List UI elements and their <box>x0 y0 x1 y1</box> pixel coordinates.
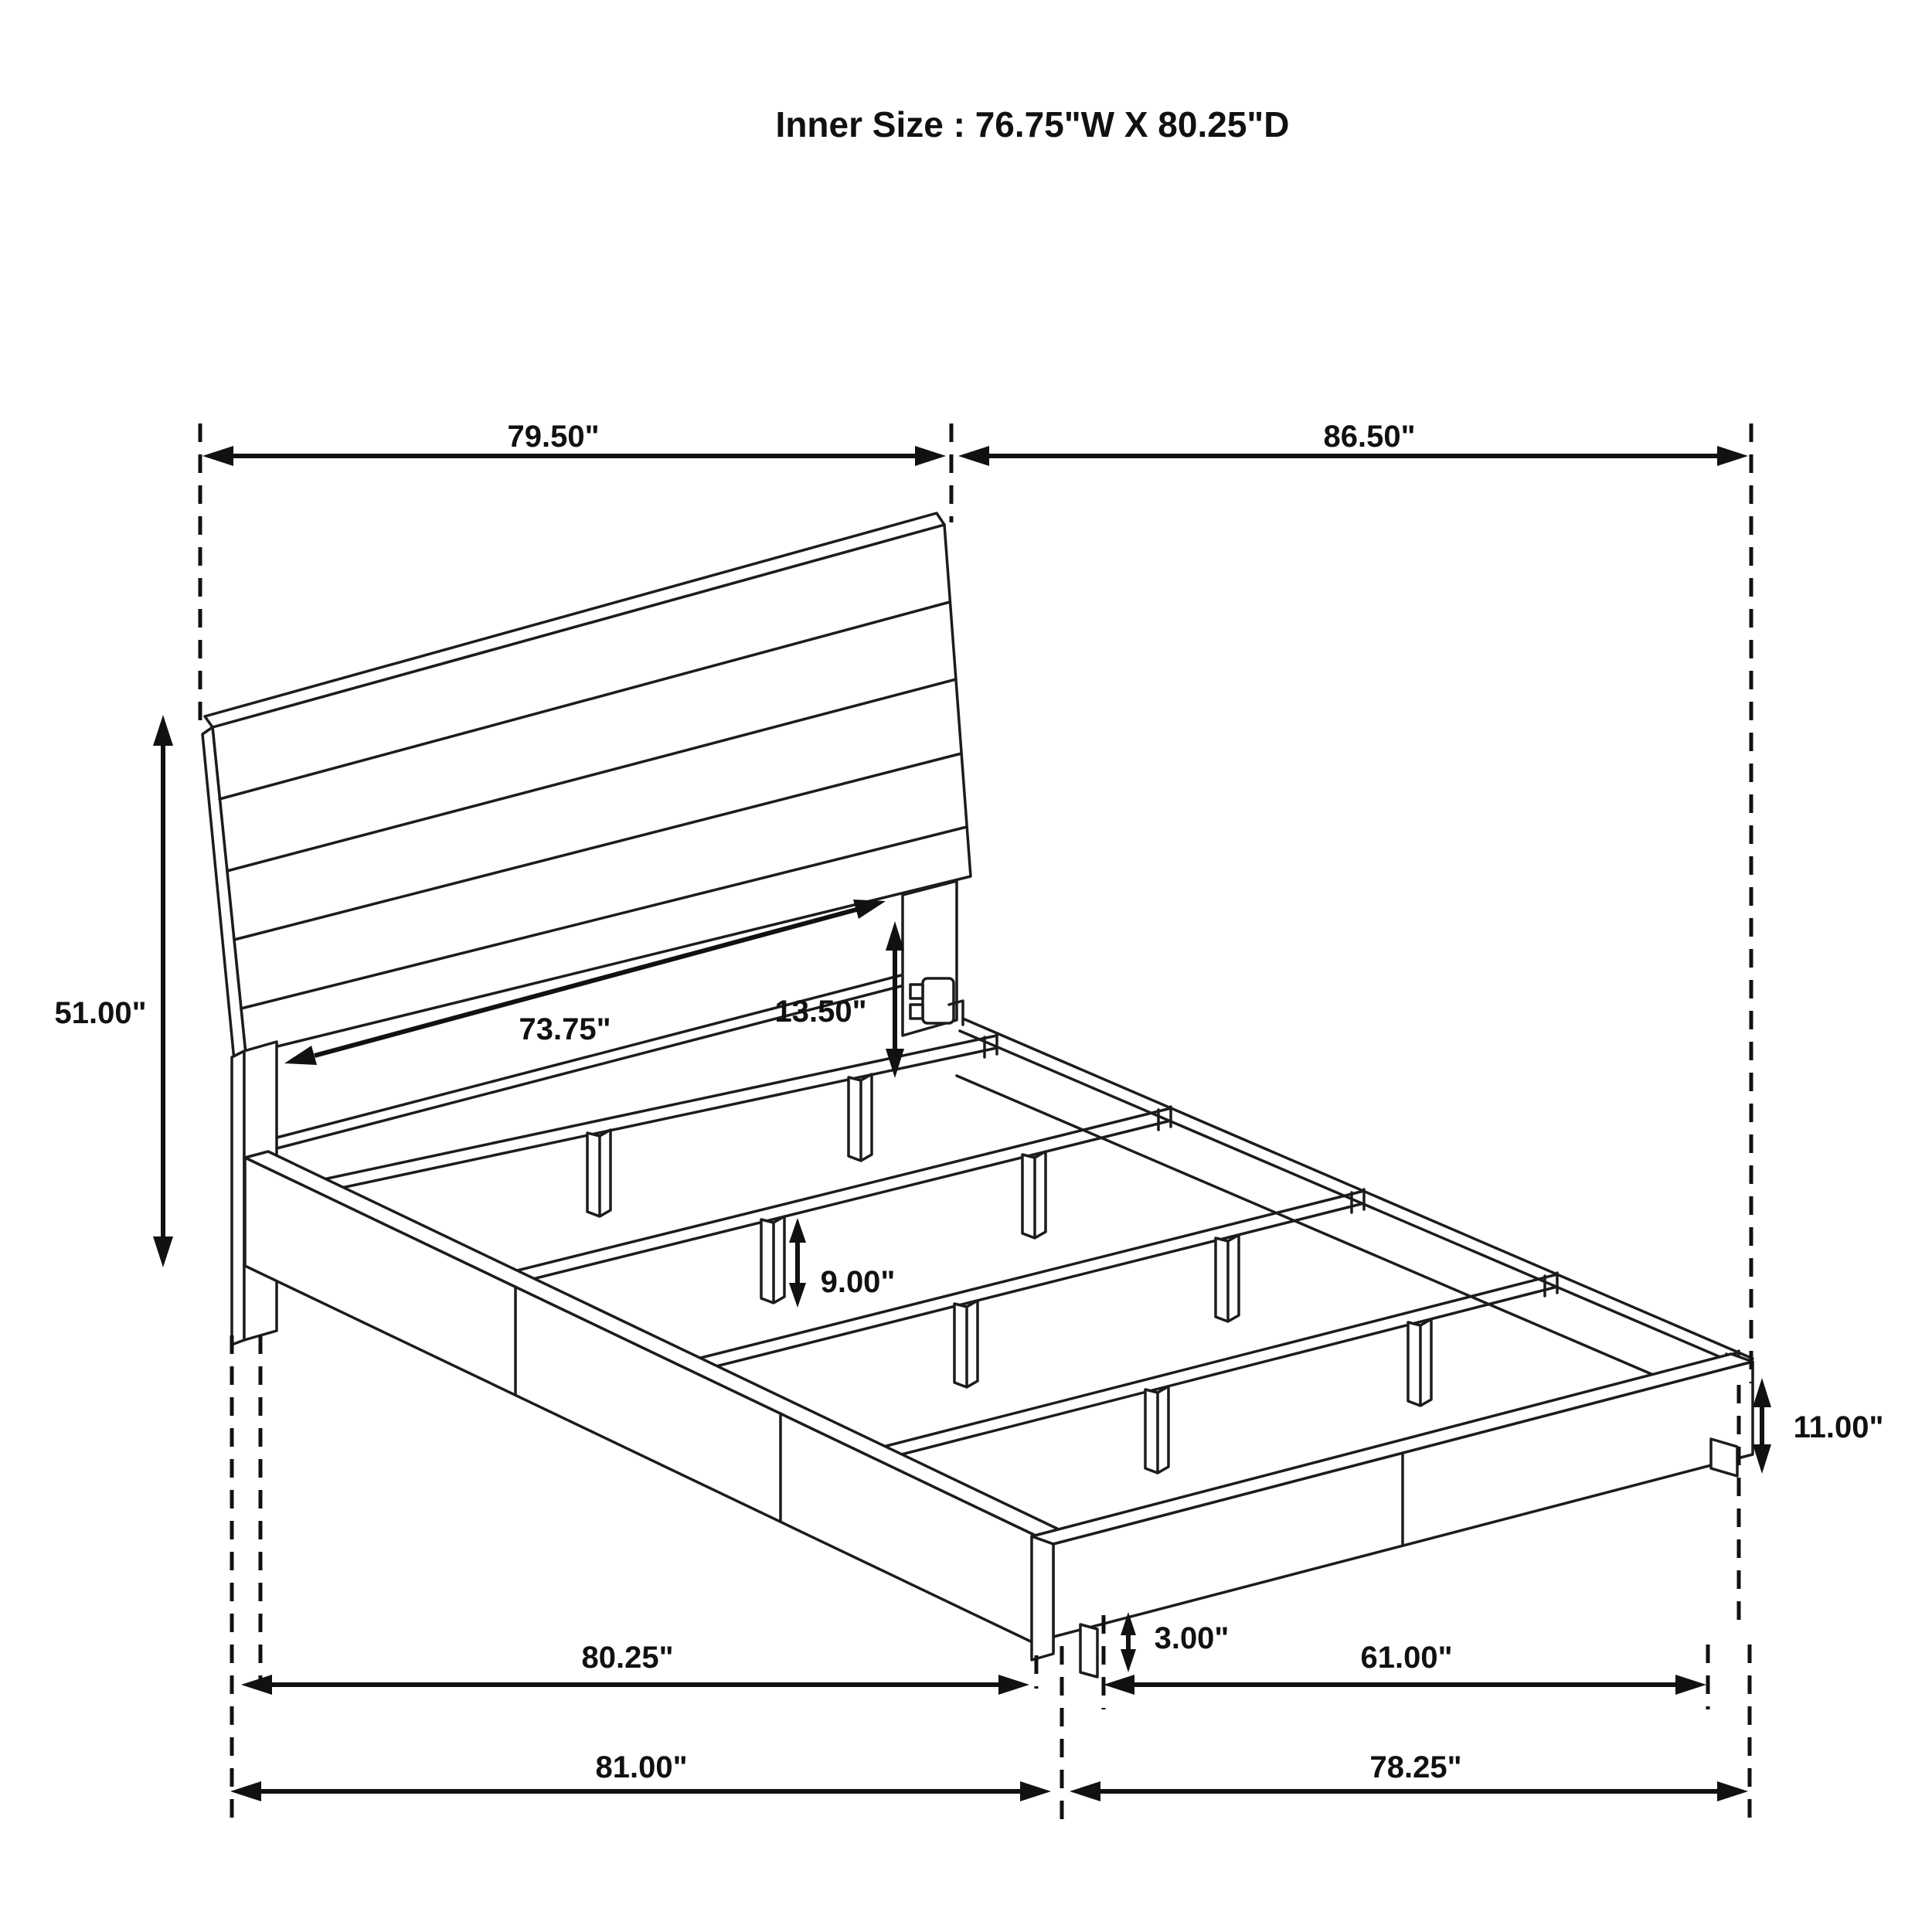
slat-leg <box>1216 1235 1239 1321</box>
dim-arrow-foot-inner-width <box>1104 1675 1706 1695</box>
bed-drawing <box>202 513 1753 1677</box>
headboard <box>202 513 971 1060</box>
slat-leg <box>1145 1386 1168 1473</box>
headboard-left-leg-side <box>232 1051 244 1345</box>
slat-leg <box>849 1074 872 1161</box>
dim-label-slat-leg-height: 9.00" <box>820 1265 896 1299</box>
dim-arrow-side-rail-height <box>1753 1378 1771 1474</box>
foot-right-leg <box>1711 1439 1737 1476</box>
footboard-rail <box>1032 1354 1753 1677</box>
side-rail-left <box>245 1151 1077 1652</box>
dim-label-foot-inner-width: 61.00" <box>1360 1641 1453 1675</box>
slat-leg <box>1408 1319 1431 1406</box>
dim-label-side-rail-depth: 78.25" <box>1369 1750 1462 1784</box>
slat-leg <box>1022 1151 1046 1238</box>
slat-leg <box>587 1130 611 1216</box>
dim-label-headboard-clearance: 13.50" <box>774 995 867 1029</box>
dim-arrow-slat-leg-height <box>789 1218 806 1308</box>
dim-label-platform-inner-depth: 80.25" <box>581 1641 674 1675</box>
slat-leg <box>954 1301 978 1387</box>
dim-arrow-platform-inner-depth <box>241 1675 1029 1695</box>
dim-arrow-foot-leg-height <box>1121 1612 1136 1672</box>
foot-leg <box>1080 1624 1097 1677</box>
headboard-panel <box>213 525 971 1054</box>
dim-label-platform-outer-depth: 81.00" <box>595 1750 688 1784</box>
dim-label-side-rail-height: 11.00" <box>1793 1410 1884 1444</box>
dim-label-total-depth: 86.50" <box>1323 420 1416 454</box>
slat-leg <box>761 1216 784 1303</box>
foot-corner-post <box>1032 1536 1053 1660</box>
dim-label-headboard-width: 79.50" <box>507 420 600 454</box>
dim-label-headboard-height: 51.00" <box>54 996 147 1030</box>
diagram-title: Inner Size : 76.75"W X 80.25"D <box>775 104 1290 145</box>
dim-arrow-headboard-height <box>153 715 173 1267</box>
dim-label-foot-leg-height: 3.00" <box>1154 1621 1230 1655</box>
dim-label-inner-width: 73.75" <box>519 1012 611 1046</box>
